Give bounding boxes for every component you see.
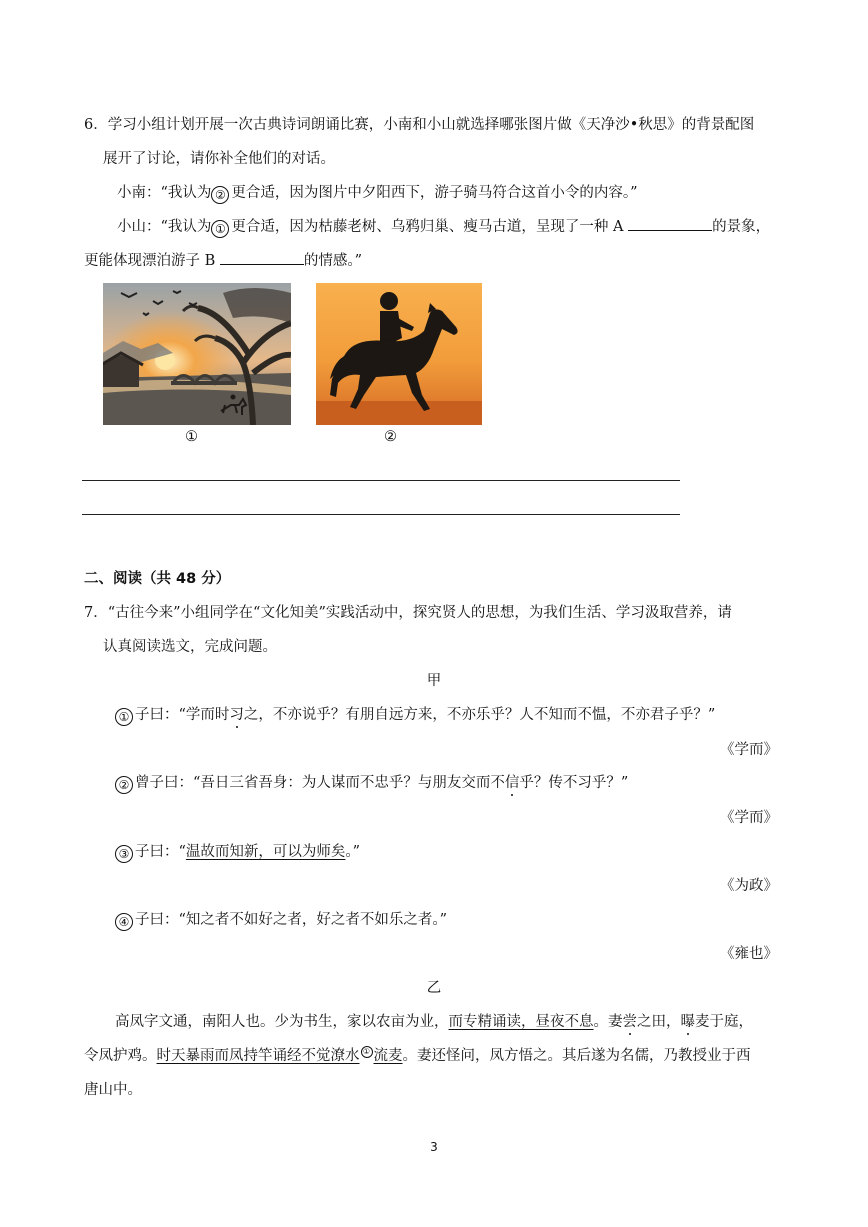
landscape-image bbox=[103, 283, 291, 425]
q6-line1: 6．学习小组计划开展一次古典诗词朗诵比赛，小南和小山就选择哪张图片做《天净沙•秋思》的背景配图 bbox=[84, 117, 755, 133]
xiaoshan-pre: 小山：“我认为 bbox=[117, 219, 212, 235]
s4-source: 《雍也》 bbox=[720, 946, 778, 962]
sentence-3 bbox=[115, 840, 360, 863]
s3-source: 《为政》 bbox=[720, 878, 778, 894]
q7-line1: 7．“古往今来”小组同学在“文化知美”实践活动中，探究贤人的思想，为我们生活、学习汲取营养，请 bbox=[84, 605, 732, 621]
p2-text-b: 。妻还怪问，凤方悟之。其后遂为名儒，乃教授业于西 bbox=[402, 1048, 751, 1064]
xiaoshan-num: ① bbox=[211, 220, 229, 238]
p-text-b: 。妻 bbox=[593, 1014, 623, 1030]
s3-underlined: 温故而知新，可以为师矣 bbox=[185, 844, 346, 860]
s3-text-c: 。” bbox=[345, 844, 361, 860]
blank-b[interactable] bbox=[220, 250, 304, 265]
p2-text-a: 令凤护鸡。 bbox=[84, 1048, 157, 1064]
answer-line-1[interactable] bbox=[82, 480, 680, 481]
p-text-a: 高凤字文通，南阳人也。少为书生，家以农亩为业， bbox=[115, 1014, 449, 1030]
blank-a[interactable] bbox=[628, 216, 712, 231]
q6-line5 bbox=[84, 249, 362, 270]
line5-pre: 更能体现漂泊游子 B bbox=[84, 253, 220, 269]
s1-dotted: 习 bbox=[229, 707, 244, 723]
s3-num: ③ bbox=[115, 845, 133, 863]
horse-rider-image bbox=[316, 283, 482, 425]
s4-num: ④ bbox=[115, 913, 133, 931]
q6-xiaoshan bbox=[117, 215, 770, 238]
s1-text-c: 之，不亦说乎？有朋自远方来，不亦乐乎？人不知而不愠，不亦君子乎？” bbox=[243, 707, 716, 723]
s3-text-a: 子曰：“ bbox=[135, 844, 186, 860]
xiaoshan-end: 的景象， bbox=[712, 219, 771, 235]
s1-num: ① bbox=[115, 708, 133, 726]
p-text-d: 麦于庭， bbox=[695, 1014, 753, 1030]
yi-line-3: 唐山中。 bbox=[84, 1082, 142, 1098]
p2-underlined bbox=[157, 1048, 403, 1064]
yi-line-1 bbox=[115, 1010, 753, 1031]
answer-line-2[interactable] bbox=[82, 514, 680, 515]
s4-text: 子曰：“知之者不如好之者，好之者不如乐之者。” bbox=[135, 912, 448, 928]
s2-source: 《学而》 bbox=[720, 810, 778, 826]
s1-source: 《学而》 bbox=[720, 742, 778, 758]
p-dotted-1: 尝 bbox=[622, 1014, 637, 1030]
s2-text-c: 乎？传不习乎？” bbox=[519, 775, 629, 791]
p-text-c: 之田， bbox=[637, 1014, 681, 1030]
p2-underlined-text: 时天暴雨而凤持竿诵经不觉潦水 bbox=[156, 1048, 360, 1064]
sentence-2 bbox=[115, 771, 628, 794]
xiaonan-pre: 小南：“我认为 bbox=[117, 185, 212, 201]
p-underlined-1: 而专精诵读，昼夜不息 bbox=[448, 1014, 594, 1030]
s1-text-a: 子曰：“学而时 bbox=[135, 707, 230, 723]
page-number: 3 bbox=[430, 1140, 438, 1154]
q7-line2: 认真阅读选文，完成问题。 bbox=[103, 639, 277, 655]
sentence-1 bbox=[115, 703, 715, 726]
s2-text-a: 曾子曰：“吾日三省吾身：为人谋而不忠乎？与朋友交而不 bbox=[135, 775, 505, 791]
xiaoshan-post: 更合适，因为枯藤老树、乌鸦归巢、瘦马古道，呈现了一种 A bbox=[231, 219, 629, 235]
xiaonan-num: ② bbox=[211, 186, 229, 204]
passage-yi-heading: 乙 bbox=[426, 980, 442, 996]
passage-jia-heading: 甲 bbox=[426, 673, 442, 689]
section-title: 二、阅读（共 48 分） bbox=[84, 571, 231, 587]
sentence-4 bbox=[115, 908, 447, 931]
line5-post: 的情感。” bbox=[303, 253, 363, 269]
yi-line-2 bbox=[84, 1044, 751, 1065]
q6-line2: 展开了讨论，请你补全他们的对话。 bbox=[103, 151, 335, 167]
xiaonan-post: 更合适，因为图片中夕阳西下，游子骑马符合这首小令的内容。” bbox=[231, 185, 638, 201]
image2-label: ② bbox=[384, 429, 397, 445]
s2-dotted: 信 bbox=[504, 775, 520, 791]
image1-label: ① bbox=[185, 429, 198, 445]
footnote-marker: ① bbox=[361, 1046, 373, 1058]
p2-underlined-text-2: 流麦 bbox=[373, 1048, 403, 1064]
q6-xiaonan bbox=[117, 181, 638, 204]
p-dotted-2: 曝 bbox=[680, 1014, 695, 1030]
s2-num: ② bbox=[115, 776, 133, 794]
